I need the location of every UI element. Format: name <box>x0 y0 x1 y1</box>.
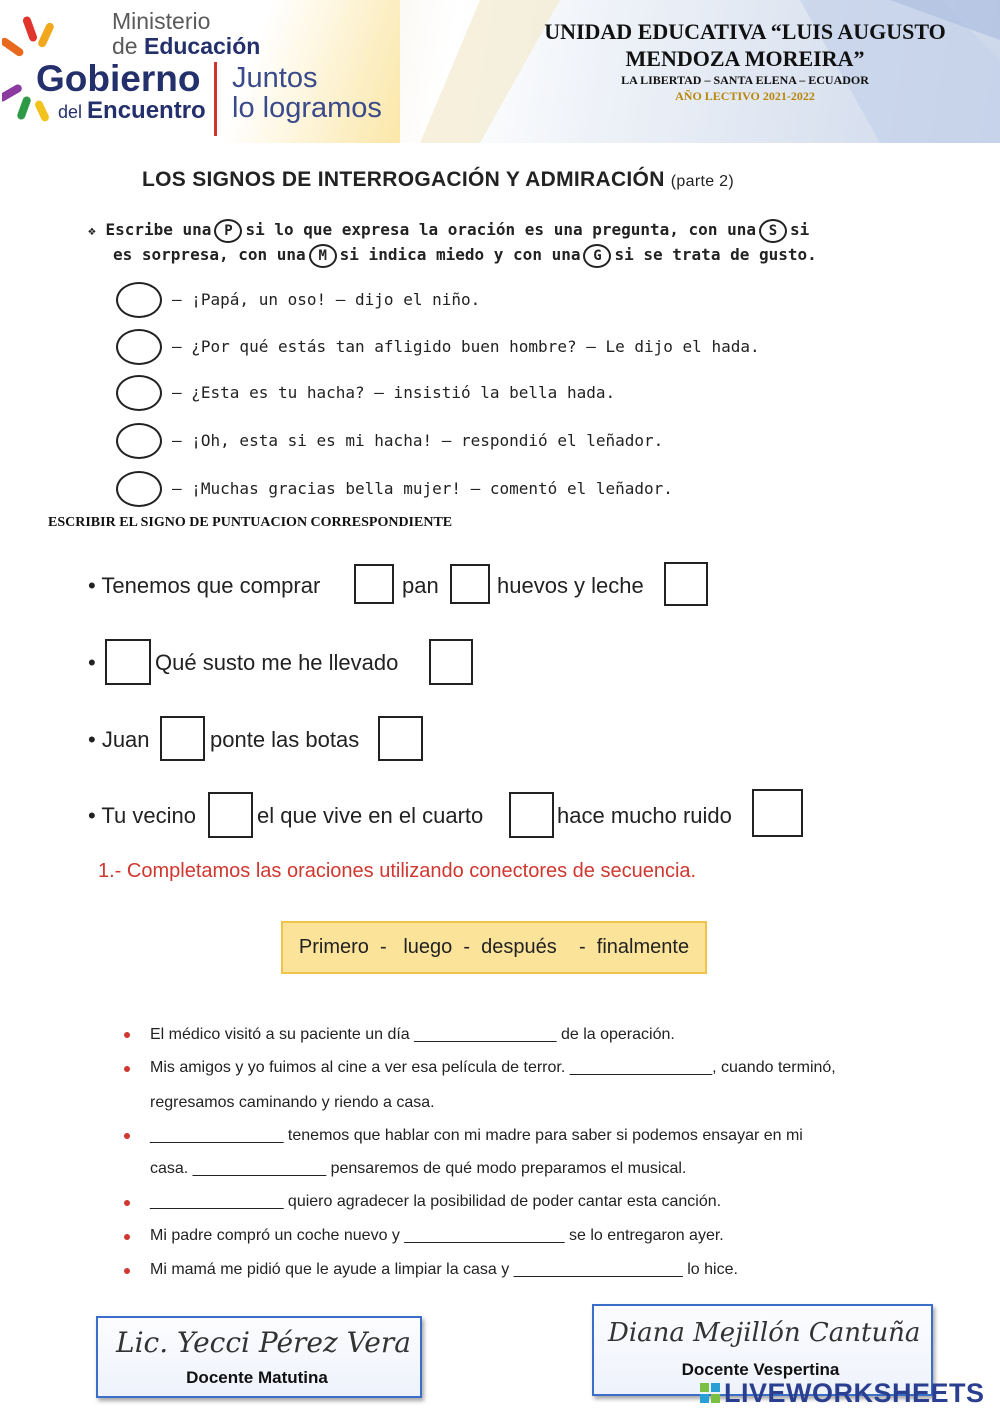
exercise-3-part-a: • Juan <box>88 727 150 752</box>
slogan-line1: Juntos <box>232 62 318 94</box>
school-location: LA LIBERTAD – SANTA ELENA – ECUADOR <box>621 73 869 87</box>
page-header <box>0 0 1000 143</box>
government-line1: Gobierno <box>36 58 201 99</box>
connector-item-6: Mi mamá me pidió que le ayude a limpiar la casa y ___________________ lo hice. <box>150 1261 738 1278</box>
connector-item-1: El médico visitó a su paciente un día ________________ de la operación. <box>150 1026 675 1043</box>
letter-m-badge: M <box>309 244 337 268</box>
government-line2: del Encuentro <box>58 97 206 124</box>
sentence-1: — ¡Papá, un oso! — dijo el niño. <box>172 290 481 309</box>
school-year: AÑO LECTIVO 2021-2022 <box>675 89 815 103</box>
answer-circle-5[interactable] <box>116 471 162 507</box>
signature-role-2: Docente Vespertina <box>681 1360 840 1379</box>
ministry-line2: de Educación <box>112 33 261 59</box>
exercise-2-part-a: • <box>88 650 96 675</box>
exercise-2-part-b: Qué susto me he llevado <box>155 650 399 675</box>
answer-circle-3[interactable] <box>116 375 162 411</box>
answer-circle-1[interactable] <box>116 282 162 318</box>
punct-box-4c[interactable] <box>752 789 803 837</box>
connector-item-4: _______________ quiero agradecer la posibilidad de poder cantar esta canción. <box>150 1193 722 1210</box>
punctuation-instruction: ESCRIBIR EL SIGNO DE PUNTUACION CORRESPONDIENTE <box>48 515 453 530</box>
sentence-5: — ¡Muchas gracias bella mujer! — comentó el leñador. <box>172 479 673 498</box>
connector-item-2-cont: regresamos caminando y riendo a casa. <box>150 1094 435 1111</box>
connector-item-2: Mis amigos y yo fuimos al cine a ver esa película de terror. ________________, cuando terminó, <box>150 1059 836 1076</box>
punct-box-4b[interactable] <box>509 792 554 838</box>
logo-divider <box>214 62 217 136</box>
punct-box-2b[interactable] <box>429 639 473 685</box>
answer-circle-2[interactable] <box>116 329 162 365</box>
exercise-4-part-b: el que vive en el cuarto <box>257 803 484 828</box>
letter-p-badge: P <box>214 219 242 243</box>
word-bank: Primero - luego - después - finalmente <box>298 936 690 958</box>
bullet-icon <box>124 1268 130 1274</box>
ministry-line1: Ministerio <box>112 8 211 34</box>
bullet-icon <box>124 1066 130 1072</box>
title-part: (parte 2) <box>670 173 734 190</box>
instruction-line1: ❖ Escribe una P si lo que expresa la oración es una pregunta, con una S si <box>88 219 809 243</box>
signature-role-1: Docente Matutina <box>186 1368 328 1387</box>
exercise-1-part-c: huevos y leche <box>497 573 644 598</box>
punct-box-3b[interactable] <box>378 716 423 761</box>
exercise-1-part-b: pan <box>402 573 439 598</box>
watermark-logo[interactable]: LIVEWORKSHEETS <box>724 1378 985 1408</box>
school-name: UNIDAD EDUCATIVA “LUIS AUGUSTO MENDOZA MOREIRA” <box>544 19 946 71</box>
bullet-icon <box>124 1234 130 1240</box>
connector-item-3: _______________ tenemos que hablar con mi madre para saber si podemos ensayar en mi <box>150 1127 803 1144</box>
exercise-1-part-a: • Tenemos que comprar <box>88 573 321 598</box>
exercise-4-part-c: hace mucho ruido <box>557 803 732 828</box>
punct-box-1a[interactable] <box>354 564 394 604</box>
punct-box-4a[interactable] <box>208 792 253 838</box>
signature-name-2: Diana Mejillón Cantuña <box>608 1318 921 1348</box>
connector-item-3-cont: casa. _______________ pensaremos de qué modo preparamos el musical. <box>150 1160 687 1177</box>
page-title: LOS SIGNOS DE INTERROGACIÓN Y ADMIRACIÓN (parte 2) <box>142 168 734 191</box>
punct-box-1b[interactable] <box>450 564 490 604</box>
sentence-2: — ¿Por qué estás tan afligido buen hombre? — Le dijo el hada. <box>172 337 760 356</box>
signature-name-1: Lic. Yecci Pérez Vera <box>116 1326 411 1359</box>
letter-s-badge: S <box>759 219 787 243</box>
bullet-icon <box>124 1200 130 1206</box>
answer-circle-4[interactable] <box>116 423 162 459</box>
connectors-instruction: 1.- Completamos las oraciones utilizando conectores de secuencia. <box>98 860 697 882</box>
letter-g-badge: G <box>583 244 611 268</box>
instruction-line2: es sorpresa, con una M si indica miedo y con una G si se trata de gusto. <box>113 244 817 268</box>
exercise-3-part-b: ponte las botas <box>210 727 360 752</box>
connector-item-5: Mi padre compró un coche nuevo y __________________ se lo entregaron ayer. <box>150 1227 724 1244</box>
punct-box-2a[interactable] <box>105 639 151 685</box>
sentence-3: — ¿Esta es tu hacha? — insistió la bella hada. <box>172 383 616 402</box>
bullet-icon <box>124 1032 130 1038</box>
liveworksheets-icon <box>700 1383 720 1403</box>
slogan-line2: lo logramos <box>232 92 382 124</box>
sentence-4: — ¡Oh, esta si es mi hacha! — respondió el leñador. <box>172 431 664 450</box>
punct-box-3a[interactable] <box>160 716 205 761</box>
bullet-icon <box>124 1133 130 1139</box>
exercise-4-part-a: • Tu vecino <box>88 803 196 828</box>
punct-box-1c[interactable] <box>664 562 708 606</box>
